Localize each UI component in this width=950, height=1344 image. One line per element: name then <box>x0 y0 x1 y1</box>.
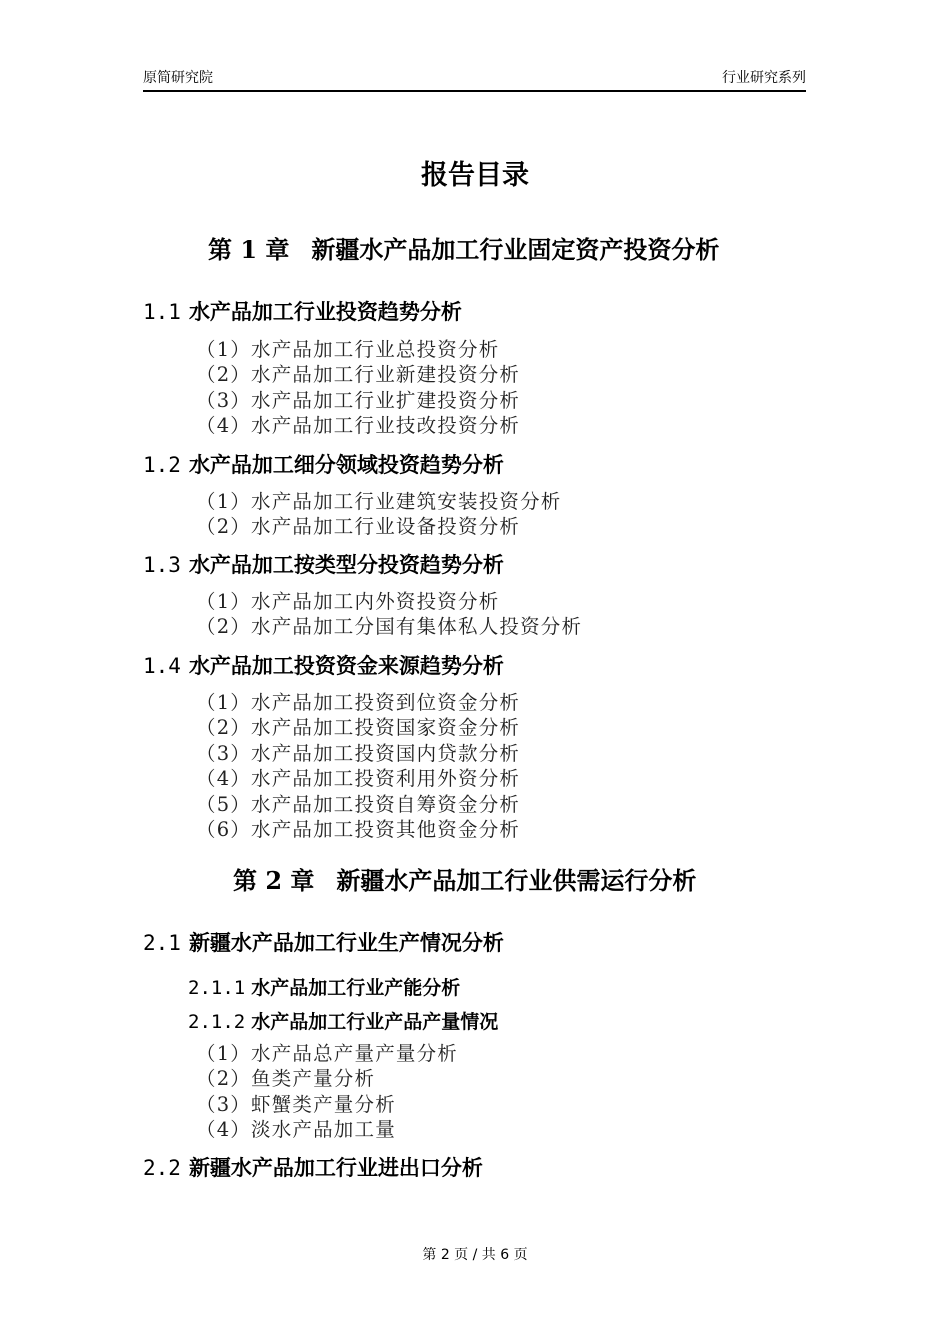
section-title: 水产品加工按类型分投资趋势分析 <box>188 553 504 577</box>
toc-item: （1）水产品加工行业建筑安装投资分析 <box>196 490 562 513</box>
section-heading-1-1 <box>143 298 462 326</box>
section-heading-1-3 <box>143 551 504 579</box>
subsection-title: 水产品加工行业产能分析 <box>251 977 461 999</box>
section-title: 新疆水产品加工行业生产情况分析 <box>188 931 504 955</box>
toc-item: （1）水产品加工内外资投资分析 <box>196 590 500 613</box>
toc-item: （3）虾蟹类产量分析 <box>196 1092 396 1116</box>
toc-item: （2）鱼类产量分析 <box>196 1067 376 1091</box>
toc-item: （6）水产品加工投资其他资金分析 <box>196 818 521 842</box>
toc-item: （4）水产品加工行业技改投资分析 <box>196 414 521 438</box>
toc-item: （4）淡水产品加工量 <box>196 1118 396 1142</box>
chapter-number: 第 1 章 <box>208 235 290 264</box>
subsection-title: 水产品加工行业产品产量情况 <box>251 1011 499 1033</box>
section-title: 水产品加工细分领域投资趋势分析 <box>188 453 504 477</box>
section-number: 1.4 <box>143 654 181 678</box>
chapter-heading-2 <box>233 865 696 897</box>
section-heading-1-4 <box>143 652 504 680</box>
section-heading-1-2 <box>143 451 504 479</box>
section-number: 2.2 <box>143 1156 181 1180</box>
subsection-number: 2.1.1 <box>188 977 246 999</box>
toc-item: （1）水产品总产量产量分析 <box>196 1042 459 1065</box>
section-number: 1.2 <box>143 453 181 477</box>
section-heading-2-2 <box>143 1154 483 1182</box>
subsection-2-1-2-items <box>196 1041 458 1143</box>
section-number: 2.1 <box>143 931 181 955</box>
header-organization: 原简研究院 <box>143 70 213 86</box>
section-title: 水产品加工投资资金来源趋势分析 <box>188 654 504 678</box>
toc-item: （5）水产品加工投资自筹资金分析 <box>196 792 521 816</box>
toc-item: （3）水产品加工投资国内贷款分析 <box>196 741 521 765</box>
subsection-number: 2.1.2 <box>188 1011 246 1033</box>
chapter-number: 第 2 章 <box>233 866 315 895</box>
subsection-heading-2-1-2 <box>188 1009 498 1035</box>
subsection-heading-2-1-1 <box>188 975 460 1001</box>
section-heading-2-1 <box>143 929 504 957</box>
section-1-1-items <box>196 337 520 439</box>
toc-item: （4）水产品加工投资利用外资分析 <box>196 767 521 791</box>
toc-item: （2）水产品加工投资国家资金分析 <box>196 716 521 740</box>
page-indicator: 第 2 页 / 共 6 页 <box>422 1247 528 1263</box>
toc-item: （2）水产品加工行业设备投资分析 <box>196 515 521 539</box>
chapter-title: 新疆水产品加工行业固定资产投资分析 <box>311 235 720 264</box>
page-header <box>143 66 806 92</box>
section-number: 1.1 <box>143 300 181 324</box>
section-title: 水产品加工行业投资趋势分析 <box>188 300 462 324</box>
section-1-2-items <box>196 489 562 540</box>
chapter-title: 新疆水产品加工行业供需运行分析 <box>336 866 697 895</box>
toc-item: （2）水产品加工行业新建投资分析 <box>196 363 521 387</box>
section-number: 1.3 <box>143 553 181 577</box>
toc-item: （1）水产品加工行业总投资分析 <box>196 338 500 361</box>
chapter-heading-1 <box>208 234 719 266</box>
toc-item: （1）水产品加工投资到位资金分析 <box>196 691 521 714</box>
section-1-3-items <box>196 589 582 640</box>
header-series: 行业研究系列 <box>722 70 806 86</box>
toc-item: （3）水产品加工行业扩建投资分析 <box>196 388 521 412</box>
section-title: 新疆水产品加工行业进出口分析 <box>188 1156 483 1180</box>
toc-item: （2）水产品加工分国有集体私人投资分析 <box>196 615 583 639</box>
section-1-4-items <box>196 690 520 842</box>
document-title: 报告目录 <box>421 160 529 191</box>
